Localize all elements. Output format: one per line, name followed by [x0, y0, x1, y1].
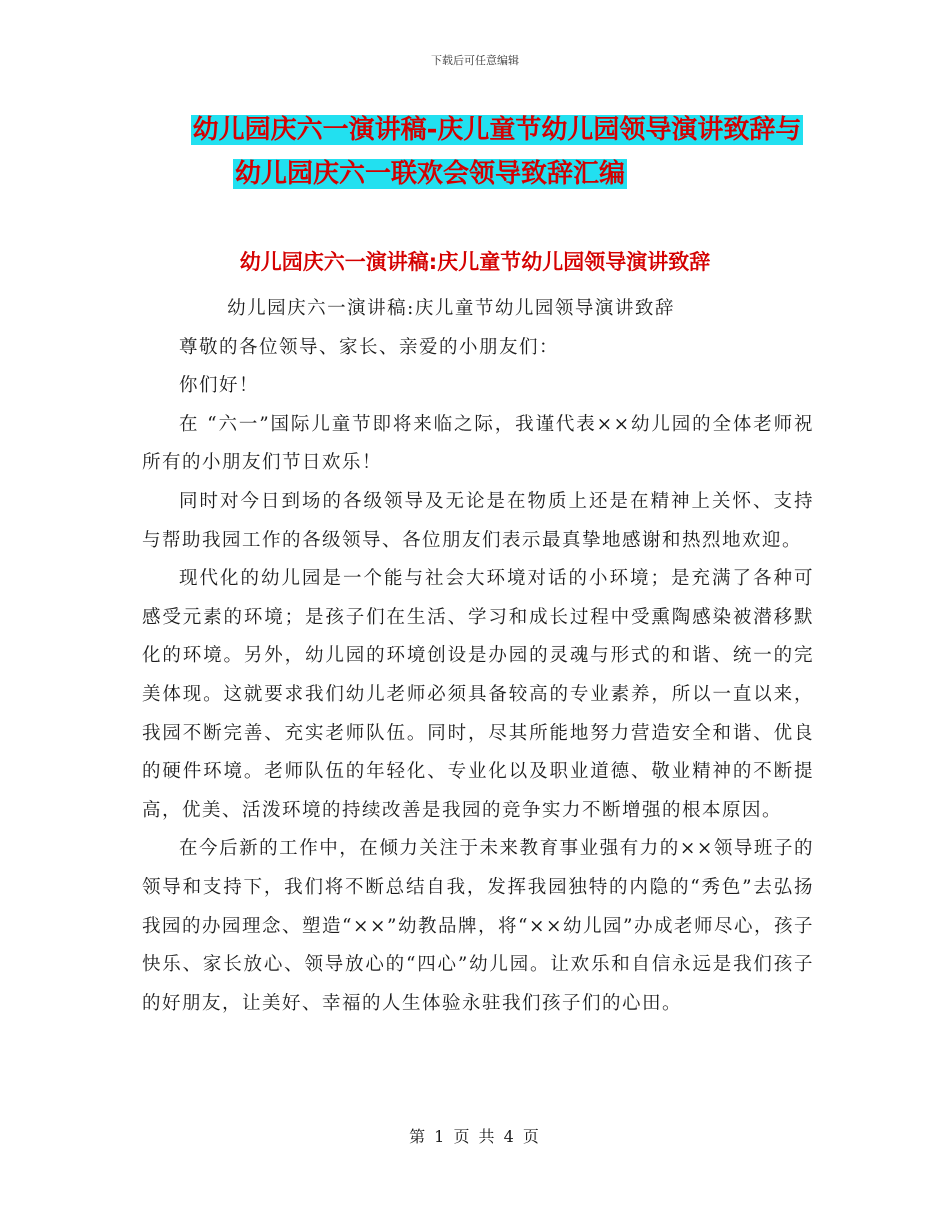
title-line-1-text: 幼儿园庆六一演讲稿-庆儿童节幼儿园领导演讲致辞与 [192, 115, 802, 145]
paragraph: 幼儿园庆六一演讲稿:庆儿童节幼儿园领导演讲致辞 [227, 298, 675, 319]
document-title-line-1 [22, 108, 950, 152]
paragraph: 在 “六一”国际儿童节即将来临之际，我谨代表××幼儿园的全体老师祝所有的小朋友们节日欢乐！ [142, 413, 814, 474]
section-heading: 幼儿园庆六一演讲稿:庆儿童节幼儿园领导演讲致辞 [239, 250, 711, 274]
header-note: 下载后可任意编辑 [431, 54, 519, 67]
body-text [142, 290, 814, 1023]
paragraph: 你们好！ [179, 375, 260, 397]
title-line-2-text: 幼儿园庆六一联欢会领导致辞汇编 [234, 159, 625, 189]
page-footer: 第 1 页 共 4 页 [409, 1127, 541, 1146]
paragraph: 同时对今日到场的各级领导及无论是在物质上还是在精神上关怀、支持与帮助我园工作的各级领导、各位朋友们表示最真挚地感谢和热烈地欢迎。 [142, 490, 814, 551]
paragraph: 尊敬的各位领导、家长、亲爱的小朋友们： [179, 336, 560, 358]
document-title-line-2 [0, 152, 905, 196]
paragraph: 现代化的幼儿园是一个能与社会大环境对话的小环境；是充满了各种可感受元素的环境；是孩子们在生活、学习和成长过程中受熏陶感染被潜移默化的环境。另外，幼儿园的环境创设是办园的灵魂与形式的和谐、统一的完美体现。这就要求我们幼儿老师必须具备较高的专业素养，所以一直以来，我园不断完善、充实老师队伍。同时，尽其所能地努力营造安全和谐、优良的硬件环境。老师队伍的年轻化、专业化以及职业道德、敬业精神的不断提高，优美、活泼环境的持续改善是我园的竞争实力不断增强的根本原因。 [142, 568, 814, 821]
paragraph: 在今后新的工作中，在倾力关注于未来教育事业强有力的××领导班子的领导和支持下，我们将不断总结自我，发挥我园独特的内隐的“秀色”去弘扬我园的办园理念、塑造“××”幼教品牌，将“××幼儿园”办成老师尽心，孩子快乐、家长放心、领导放心的“四心”幼儿园。让欢乐和自信永远是我们孩子的好朋友，让美好、幸福的人生体验永驻我们孩子们的心田。 [142, 838, 814, 1014]
